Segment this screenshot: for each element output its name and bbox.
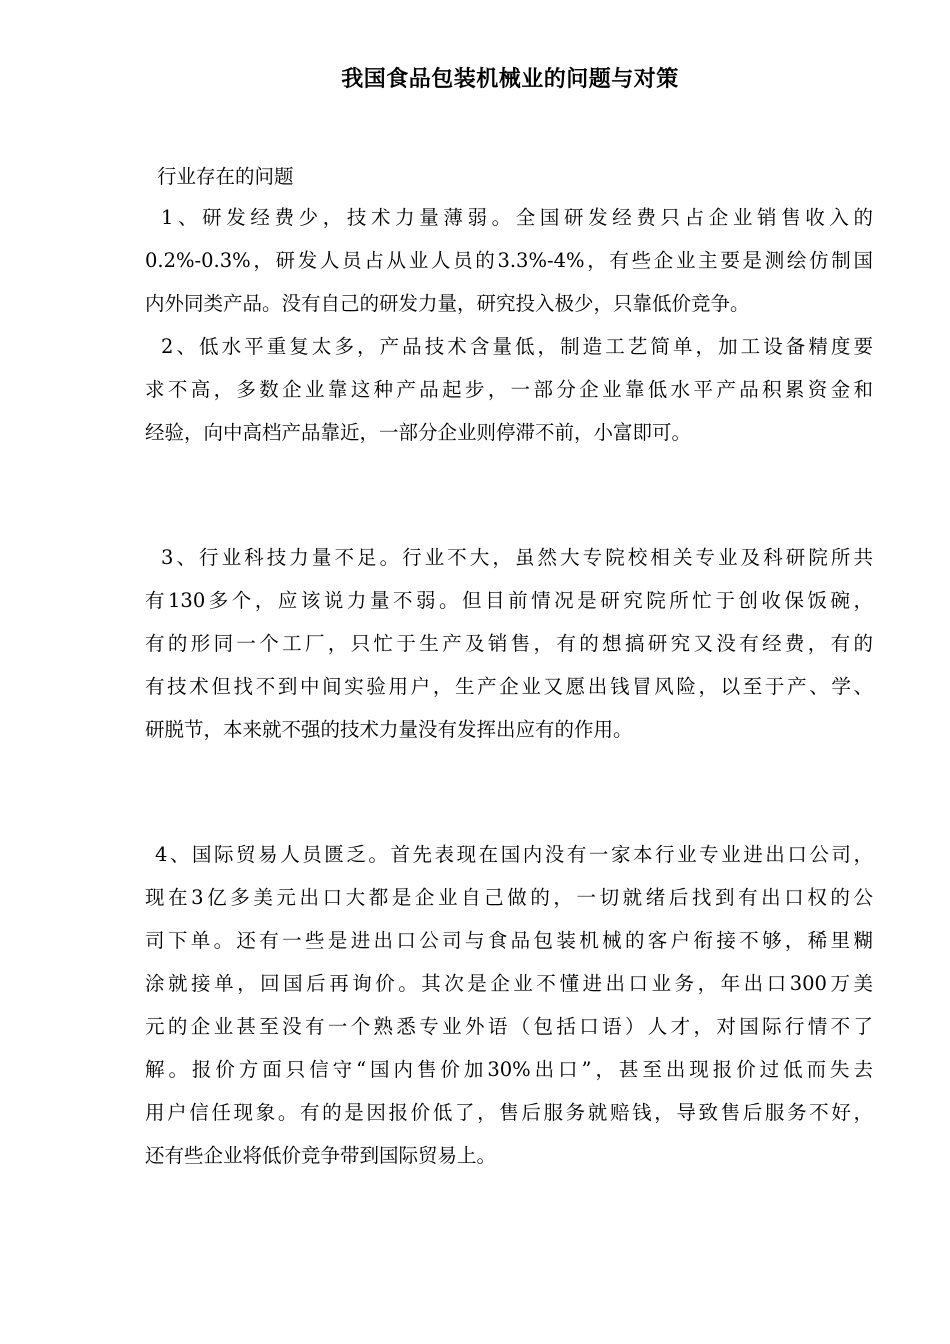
paragraph-line: 研脱节，本来就不强的技术力量没有发挥出应有的作用。 bbox=[145, 718, 633, 741]
paragraph-line: 经验，向中高档产品靠近，一部分企业则停滞不前，小富即可。 bbox=[145, 421, 692, 444]
section-heading: 行业存在的问题 bbox=[157, 165, 294, 188]
paragraph-line: 元的企业甚至没有一个熟悉专业外语（包括口语）人才，对国际行情不了 bbox=[145, 1015, 873, 1038]
paragraph-line: 涂就接单，回国后再询价。其次是企业不懂进出口业务，年出口300万美 bbox=[145, 972, 873, 995]
paragraph-line: 4、国际贸易人员匮乏。首先表现在国内没有一家本行业专业进出口公司， bbox=[155, 843, 873, 866]
paragraph-line: 3、行业科技力量不足。行业不大，虽然大专院校相关专业及科研院所共 bbox=[161, 546, 873, 569]
paragraph-line: 有的形同一个工厂，只忙于生产及销售，有的想搞研究又没有经费，有的 bbox=[145, 632, 873, 655]
paragraph-line: 司下单。还有一些是进出口公司与食品包装机械的客户衔接不够，稀里糊 bbox=[145, 929, 873, 952]
paragraph-line: 用户信任现象。有的是因报价低了，售后服务就赔钱，导致售后服务不好， bbox=[145, 1101, 873, 1124]
paragraph-line: 2、低水平重复太多，产品技术含量低，制造工艺简单，加工设备精度要 bbox=[161, 335, 873, 358]
paragraph-line: 现在3亿多美元出口大都是企业自己做的，一切就绪后找到有出口权的公 bbox=[145, 886, 873, 909]
paragraph-3 bbox=[145, 536, 873, 751]
paragraph-1 bbox=[145, 196, 873, 325]
paragraph-line: 有130多个，应该说力量不弱。但目前情况是研究院所忙于创收保饭碗， bbox=[145, 589, 873, 612]
document-title: 我国食品包装机械业的问题与对策 bbox=[341, 66, 679, 92]
paragraph-line: 求不高，多数企业靠这种产品起步，一部分企业靠低水平产品积累资金和 bbox=[145, 378, 873, 401]
paragraph-line: 1、研发经费少，技术力量薄弱。全国研发经费只占企业销售收入的 bbox=[161, 206, 873, 229]
paragraph-4 bbox=[145, 833, 873, 1177]
paragraph-line: 还有些企业将低价竞争带到国际贸易上。 bbox=[145, 1144, 497, 1167]
paragraph-line: 有技术但找不到中间实验用户，生产企业又愿出钱冒风险，以至于产、学、 bbox=[145, 675, 873, 698]
paragraph-line: 0.2%-0.3%，研发人员占从业人员的3.3%-4%，有些企业主要是测绘仿制国 bbox=[145, 249, 873, 272]
paragraph-line: 解。报价方面只信守“国内售价加30%出口”，甚至出现报价过低而失去 bbox=[145, 1058, 873, 1081]
paragraph-2 bbox=[145, 325, 873, 454]
paragraph-line: 内外同类产品。没有自己的研发力量，研究投入极少，只靠低价竞争。 bbox=[145, 292, 750, 315]
